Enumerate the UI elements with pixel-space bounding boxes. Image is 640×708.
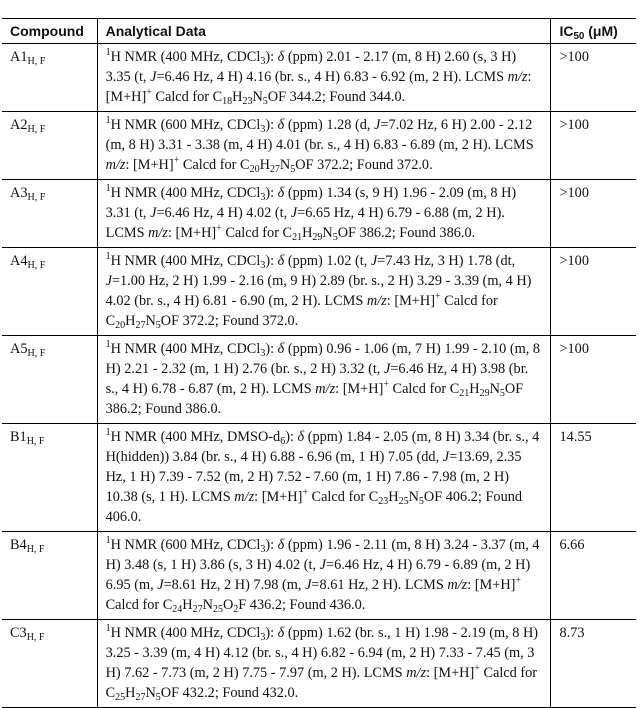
analytical-text-segment: + (434, 291, 441, 302)
analytical-text-segment: J (370, 253, 378, 269)
analytical-text-segment: + (146, 87, 152, 98)
analytical-text-segment: H NMR (400 MHz, CDCl (110, 185, 261, 201)
analytical-text-segment: 23 (378, 496, 389, 507)
analytical-text-segment: H (125, 313, 136, 329)
analytical-text-segment: =8.61 Hz, 2 H) 7.98 (m, (163, 577, 306, 593)
analytical-text-segment: N (145, 313, 156, 329)
analytical-text-segment: 25 (212, 604, 223, 615)
analytical-text-segment: 18 (222, 96, 233, 107)
ic50-value: 14.55 (559, 429, 592, 445)
analytical-text-segment: Calcd for C (105, 597, 173, 613)
analytical-text-segment: J (157, 577, 164, 593)
ic50-cell (551, 336, 636, 424)
analytical-text-segment: J (374, 117, 381, 133)
table-header-row (2, 19, 636, 44)
compound-subscript: H, F (27, 56, 46, 67)
analytical-text-segment: J (305, 577, 312, 593)
analytical-text-segment: =8.61 Hz, 2 H). LCMS (311, 577, 448, 593)
analytical-text-segment: : [M+H] (467, 577, 516, 593)
compound-data-table (2, 18, 636, 708)
analytical-text-segment: 25 (398, 496, 409, 507)
compound-cell (2, 620, 97, 708)
analytical-text-segment: 6 (280, 436, 286, 447)
analytical-text-segment: 25 (115, 692, 126, 703)
analytical-text-segment: H NMR (400 MHz, CDCl (110, 49, 261, 65)
analytical-text-segment: Calcd for C (105, 665, 538, 701)
analytical-text-segment: m/z (105, 157, 126, 173)
analytical-text-segment: + (216, 223, 222, 234)
analytical-text-segment: m/z (507, 69, 528, 85)
analytical-text-segment: ): (265, 253, 278, 269)
ic50-cell (551, 532, 636, 620)
analytical-text-segment: =7.43 Hz, 3 H) 1.78 (dt, (377, 253, 516, 269)
analytical-data-cell (97, 180, 551, 248)
analytical-text-segment: N (202, 597, 213, 613)
ic50-value: >100 (559, 49, 589, 65)
analytical-text-segment: 1 (105, 183, 111, 194)
analytical-text-segment: m/z (148, 225, 168, 241)
compound-subscript: H, F (27, 260, 46, 271)
compound-cell (2, 44, 97, 112)
analytical-text-segment: m/z (315, 381, 336, 397)
analytical-text-segment: 20 (249, 164, 260, 175)
analytical-text-segment: H (469, 381, 480, 397)
analytical-text-segment: H NMR (600 MHz, CDCl (110, 537, 261, 553)
header-ic50-subscript: 50 (573, 31, 585, 42)
compound-cell (2, 112, 97, 180)
analytical-text-segment: J (383, 361, 391, 377)
analytical-text-segment: (ppm) 2.01 - 2.17 (m, 8 H) 2.60 (s, 3 H) 3.35 (t, (105, 49, 517, 85)
ic50-value: >100 (559, 253, 589, 269)
analytical-data-cell (97, 620, 551, 708)
analytical-text-segment: 1 (105, 115, 111, 126)
analytical-text-segment: (ppm) 1.84 - 2.05 (m, 8 H) 3.34 (br. s., 4 H(hidden)) 3.84 (br. s., 4 H) 6.88 - 6.96 (m, 1 H) 7.05 (dd, (105, 429, 540, 465)
analytical-text-segment: ): (265, 625, 278, 641)
analytical-text-segment: 1 (105, 251, 111, 262)
analytical-text-segment: : [M+H] (105, 69, 532, 105)
compound-cell (2, 248, 97, 336)
analytical-text-segment: OF 386.2; Found 386.0. (105, 381, 524, 417)
table-row (2, 532, 636, 620)
analytical-text-segment: : [M+H] (426, 665, 475, 681)
analytical-text-segment: ): (265, 117, 278, 133)
analytical-text-segment: 27 (192, 604, 203, 615)
analytical-text-segment: H NMR (400 MHz, CDCl (110, 341, 261, 357)
table-row (2, 424, 636, 532)
header-analytical-data: Analytical Data (97, 19, 551, 44)
header-ic50-unit: (μM) (584, 23, 618, 39)
analytical-data-cell (97, 336, 551, 424)
analytical-text-segment: 5 (155, 320, 161, 331)
analytical-text-segment: 2 (233, 604, 239, 615)
analytical-text-segment: Calcd for C (105, 293, 498, 329)
analytical-text-segment: Calcd for C (221, 225, 293, 241)
analytical-text-segment: 5 (332, 232, 338, 243)
table-body (2, 44, 636, 708)
analytical-text-segment: H (259, 157, 270, 173)
analytical-text-segment: 3 (260, 632, 266, 643)
analytical-text-segment: J (290, 205, 298, 221)
ic50-cell (551, 44, 636, 112)
analytical-text-segment: Calcd for C (179, 157, 250, 173)
analytical-text-segment: 24 (172, 604, 183, 615)
analytical-text-segment: J (150, 69, 157, 85)
analytical-text-segment: =6.46 Hz, 4 H) 6.79 - 6.89 (m, 2 H) 6.95 (m, (105, 557, 531, 593)
analytical-text-segment: 5 (290, 164, 296, 175)
table-row (2, 112, 636, 180)
analytical-text-segment: δ (277, 117, 285, 133)
ic50-cell (551, 112, 636, 180)
analytical-text-segment: ): (265, 537, 278, 553)
analytical-text-segment: ): (265, 185, 278, 201)
analytical-text-segment: δ (277, 49, 285, 65)
analytical-text-segment: m/z (447, 577, 468, 593)
ic50-cell (551, 620, 636, 708)
analytical-text-segment: H (182, 597, 193, 613)
analytical-text-segment: Calcd for C (307, 489, 379, 505)
analytical-text-segment: N (145, 685, 156, 701)
header-ic50-prefix: IC (559, 23, 574, 39)
analytical-text-segment: 27 (269, 164, 280, 175)
analytical-text-segment: (ppm) 1.34 (s, 9 H) 1.96 - 2.09 (m, 8 H) 3.31 (t, (105, 185, 517, 221)
ic50-value: >100 (559, 341, 589, 357)
analytical-text-segment: : [M+H] (386, 293, 435, 309)
analytical-text-segment: δ (277, 625, 285, 641)
compound-id: A3 (10, 185, 28, 201)
analytical-text-segment: J (150, 205, 157, 221)
analytical-text-segment: Calcd for C (388, 381, 460, 397)
analytical-text-segment: + (515, 575, 522, 586)
analytical-text-segment: (ppm) 1.62 (br. s., 1 H) 1.98 - 2.19 (m, 8 H) 3.25 - 3.39 (m, 4 H) 4.12 (br. s., 4 H) 6.82 - 6.94 (m, 2 H) 7.33 - 7.45 (m, 3 H) 7.62 - 7.73 (m, 2 H) 7.75 - 7.97 (m, 2 H). LCMS (105, 625, 539, 681)
analytical-text-segment: m/z (406, 665, 427, 681)
analytical-text-segment: =6.65 Hz, 4 H) 6.79 - 6.88 (m, 2 H). LCMS (105, 205, 505, 241)
analytical-text-segment: =6.46 Hz, 4 H) 3.98 (br. s., 4 H) 6.78 - 6.87 (m, 2 H). LCMS (105, 361, 529, 397)
analytical-text-segment: H NMR (400 MHz, CDCl (110, 625, 261, 641)
analytical-text-segment: H (302, 225, 313, 241)
analytical-text-segment: (ppm) 1.96 - 2.11 (m, 8 H) 3.24 - 3.37 (m, 4 H) 3.48 (s, 1 H) 3.86 (s, 3 H) 4.02 (t, (105, 537, 540, 573)
analytical-text-segment: : [M+H] (167, 225, 217, 241)
analytical-text-segment: δ (277, 537, 285, 553)
analytical-text-segment: 1 (105, 47, 111, 58)
compound-subscript: H, F (26, 544, 45, 555)
analytical-text-segment: OF 372.2; Found 372.0. (160, 313, 299, 329)
analytical-text-segment: 3 (260, 348, 266, 359)
analytical-text-segment: 21 (292, 232, 303, 243)
analytical-text-segment: 5 (499, 388, 505, 399)
header-ic50 (551, 19, 636, 44)
analytical-text-segment: 3 (260, 192, 266, 203)
analytical-text-segment: OF 386.2; Found 386.0. (337, 225, 476, 241)
compound-cell (2, 424, 97, 532)
analytical-data-cell (97, 112, 551, 180)
analytical-text-segment: N (322, 225, 333, 241)
analytical-text-segment: 5 (262, 96, 268, 107)
analytical-text-segment: J (442, 449, 450, 465)
analytical-text-segment: : [M+H] (125, 157, 174, 173)
compound-id: B1 (10, 429, 27, 445)
analytical-text-segment: m/z (234, 489, 255, 505)
analytical-data-cell (97, 44, 551, 112)
analytical-text-segment: + (383, 379, 389, 390)
analytical-text-segment: 1 (105, 339, 111, 350)
analytical-text-segment: Calcd for C (151, 89, 223, 105)
ic50-cell (551, 248, 636, 336)
analytical-text-segment: J (105, 273, 112, 289)
analytical-text-segment: H NMR (400 MHz, DMSO-d (110, 429, 281, 445)
analytical-text-segment: 3 (260, 124, 266, 135)
analytical-text-segment: + (302, 487, 308, 498)
analytical-text-segment: J (319, 557, 326, 573)
analytical-text-segment: (ppm) 1.02 (t, (284, 253, 371, 269)
ic50-value: >100 (559, 117, 589, 133)
analytical-text-segment: 21 (459, 388, 470, 399)
analytical-text-segment: =1.00 Hz, 2 H) 1.99 - 2.16 (m, 9 H) 2.89 (br. s., 2 H) 3.29 - 3.39 (m, 4 H) 4.02 (br. s., 4 H) 6.81 - 6.90 (m, 2 H). LCMS (105, 273, 532, 309)
analytical-text-segment: OF 406.2; Found 406.0. (105, 489, 523, 525)
analytical-text-segment: N (279, 157, 291, 173)
header-compound: Compound (2, 19, 97, 44)
analytical-text-segment: 27 (135, 320, 146, 331)
analytical-text-segment: : [M+H] (335, 381, 384, 397)
compound-id: A5 (10, 341, 28, 357)
ic50-value: 8.73 (559, 625, 585, 641)
compound-subscript: H, F (27, 124, 46, 135)
analytical-text-segment: H (125, 685, 136, 701)
analytical-text-segment: 3 (260, 544, 266, 555)
analytical-text-segment: δ (277, 253, 285, 269)
analytical-text-segment: OF 344.2; Found 344.0. (267, 89, 406, 105)
analytical-text-segment: m/z (366, 293, 387, 309)
analytical-text-segment: (ppm) 1.28 (d, (284, 117, 375, 133)
analytical-text-segment: δ (297, 429, 305, 445)
analytical-text-segment: (ppm) 0.96 - 1.06 (m, 7 H) 1.99 - 2.10 (m, 8 H) 2.21 - 2.32 (m, 1 H) 2.76 (br. s., 2 H) 3.32 (t, (105, 341, 541, 377)
compound-cell (2, 532, 97, 620)
analytical-text-segment: O (222, 597, 234, 613)
analytical-text-segment: + (474, 663, 480, 674)
compound-cell (2, 336, 97, 424)
analytical-text-segment: ): (265, 341, 278, 357)
analytical-data-cell (97, 248, 551, 336)
compound-id: C3 (10, 625, 27, 641)
table-row (2, 44, 636, 112)
analytical-text-segment: 1 (105, 535, 111, 546)
analytical-text-segment: H NMR (400 MHz, CDCl (110, 253, 261, 269)
ic50-value: 6.66 (559, 537, 585, 553)
analytical-text-segment: 5 (155, 692, 161, 703)
analytical-text-segment: 3 (260, 260, 266, 271)
analytical-text-segment: OF 372.2; Found 372.0. (295, 157, 433, 173)
analytical-text-segment: =7.02 Hz, 6 H) 2.00 - 2.12 (m, 8 H) 3.31 - 3.38 (m, 4 H) 4.01 (br. s., 4 H) 6.83 - 6.89 (m, 2 H). LCMS (105, 117, 534, 153)
analytical-text-segment: ): (285, 429, 298, 445)
analytical-text-segment: 29 (312, 232, 323, 243)
ic50-cell (551, 424, 636, 532)
analytical-text-segment: ): (265, 49, 278, 65)
analytical-text-segment: OF 432.2; Found 432.0. (160, 685, 299, 701)
ic50-value: >100 (559, 185, 589, 201)
analytical-text-segment: δ (277, 341, 285, 357)
analytical-text-segment: H (388, 489, 399, 505)
analytical-text-segment: : [M+H] (254, 489, 303, 505)
compound-id: A4 (10, 253, 28, 269)
analytical-data-cell (97, 532, 551, 620)
analytical-text-segment: =6.46 Hz, 4 H) 4.02 (t, (156, 205, 291, 221)
analytical-text-segment: δ (277, 185, 285, 201)
table-row (2, 180, 636, 248)
compound-subscript: H, F (26, 632, 45, 643)
analytical-text-segment: F 436.2; Found 436.0. (238, 597, 366, 613)
analytical-text-segment: 27 (135, 692, 146, 703)
analytical-text-segment: =6.46 Hz, 4 H) 4.16 (br. s., 4 H) 6.83 - 6.92 (m, 2 H). LCMS (156, 69, 508, 85)
compound-subscript: H, F (27, 192, 46, 203)
analytical-text-segment: N (489, 381, 500, 397)
analytical-text-segment: 5 (418, 496, 424, 507)
ic50-cell (551, 180, 636, 248)
analytical-text-segment: H (232, 89, 243, 105)
compound-id: B4 (10, 537, 27, 553)
analytical-text-segment: + (173, 155, 180, 166)
compound-subscript: H, F (27, 348, 46, 359)
analytical-text-segment: =13.69, 2.35 Hz, 1 H) 7.39 - 7.52 (m, 2 H) 7.52 - 7.60 (m, 1 H) 7.86 - 7.98 (m, 2 H) 10.38 (s, 1 H). LCMS (105, 449, 522, 505)
analytical-text-segment: 1 (105, 427, 111, 438)
compound-cell (2, 180, 97, 248)
analytical-text-segment: 23 (242, 96, 253, 107)
analytical-text-segment: 1 (105, 623, 111, 634)
analytical-text-segment: N (408, 489, 419, 505)
analytical-text-segment: 29 (479, 388, 490, 399)
table-row (2, 248, 636, 336)
compound-id: A2 (10, 117, 28, 133)
table-row (2, 336, 636, 424)
analytical-text-segment: 20 (115, 320, 126, 331)
compound-id: A1 (10, 49, 28, 65)
compound-subscript: H, F (26, 436, 45, 447)
table-row (2, 620, 636, 708)
analytical-text-segment: H NMR (600 MHz, CDCl (110, 117, 261, 133)
analytical-text-segment: N (252, 89, 263, 105)
analytical-data-cell (97, 424, 551, 532)
analytical-text-segment: 3 (260, 56, 266, 67)
